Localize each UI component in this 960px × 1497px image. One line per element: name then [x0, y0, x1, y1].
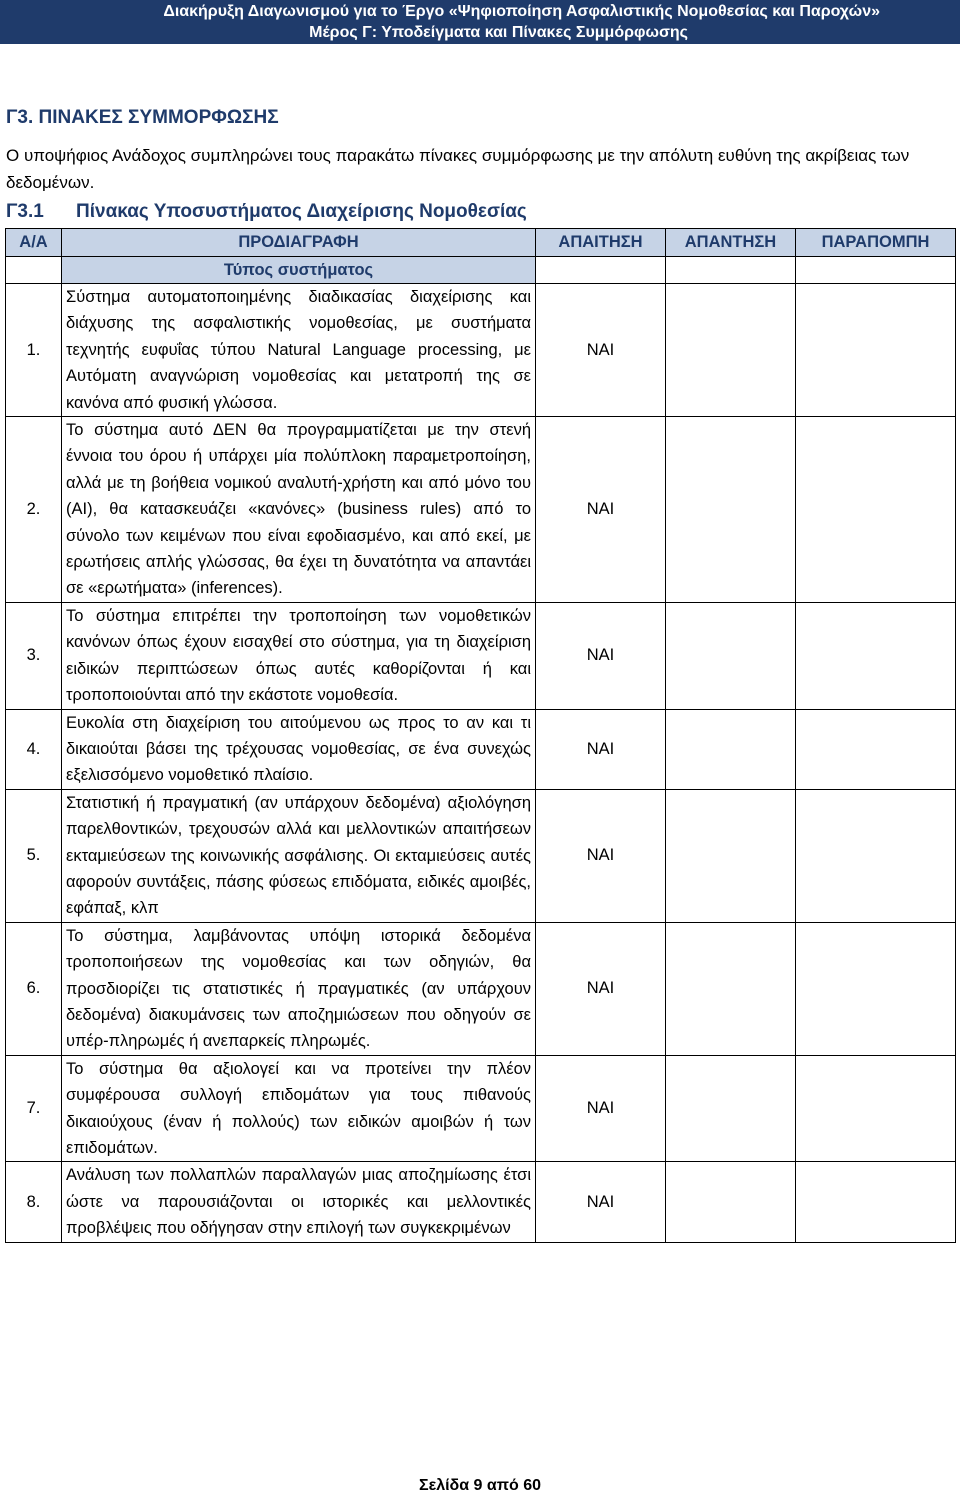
- row-answer-cell[interactable]: [666, 417, 796, 603]
- row-description: Το σύστημα θα αξιολογεί και να προτείνει την πλέον συμφέρουσα συλλογή επιδομάτων για τους πιθανούς δικαιούχους (έναν ή πολλούς) των ειδικών αμοιβών ή των επιδομάτων.: [62, 1055, 536, 1162]
- row-description: Το σύστημα, λαμβάνοντας υπόψη ιστορικά δεδομένα τροποποιήσεων της νομοθεσίας και των οδηγιών, θα προσδιορίζει τις στατιστικές ή πραγματικές (αν υπάρχουν δεδομένα) διακυμάνσεις των αποζημιώσεων που οδηγούν σε υπέρ-πληρωμές ή ανεπαρκείς πληρωμές.: [62, 922, 536, 1055]
- row-answer-cell[interactable]: [666, 1055, 796, 1162]
- row-requirement: ΝΑΙ: [536, 922, 666, 1055]
- header-reference: ΠΑΡΑΠΟΜΠΗ: [796, 229, 956, 257]
- row-requirement: ΝΑΙ: [536, 1162, 666, 1242]
- compliance-table: [5, 228, 956, 1243]
- row-reference-cell[interactable]: [796, 789, 956, 922]
- header-description: ΠΡΟΔΙΑΓΡΑΦΗ: [62, 229, 536, 257]
- row-answer-cell[interactable]: [666, 709, 796, 789]
- header-requirement: ΑΠΑΙΤΗΣΗ: [536, 229, 666, 257]
- row-answer-cell[interactable]: [666, 284, 796, 417]
- row-number: 3.: [6, 602, 62, 709]
- row-reference-cell[interactable]: [796, 602, 956, 709]
- row-description: Στατιστική ή πραγματική (αν υπάρχουν δεδομένα) αξιολόγηση παρελθοντικών, τρεχουσών αλλά και μελλοντικών απαιτήσεων εκταμιεύσεων της κοινωνικής ασφάλισης. Οι εκταμιεύσεις αυτές αφορούν συντάξεις, πάσης φύσεως επιδόματα, ειδικές αμοιβές, εφάπαξ, κλπ: [62, 789, 536, 922]
- table-row: [6, 602, 956, 709]
- row-answer-cell[interactable]: [666, 602, 796, 709]
- row-description: Το σύστημα αυτό ΔΕΝ θα προγραμματίζεται με την στενή έννοια του όρου ή υπάρχει μία πολύπλοκη παραμετροποίηση, αλλά με τη βοήθεια νομικού αναλυτή-χρήστη και από μόνο του (AI), θα κατασκευάζει «κανόνες» (business rules) από το σύνολο των κειμένων που είναι εφοδιασμένο, και από εκεί, με ερωτήσεις απλής γλώσσας, θα έχει τη δυνατότητα να απαντάει σε «ερωτήματα» (inferences).: [62, 417, 536, 603]
- table-body: [6, 257, 956, 1243]
- header-aa: Α/Α: [6, 229, 62, 257]
- row-answer-cell[interactable]: [666, 789, 796, 922]
- row-requirement: ΝΑΙ: [536, 602, 666, 709]
- group-row: [6, 257, 956, 284]
- row-reference-cell[interactable]: [796, 417, 956, 603]
- group-empty-cell: [6, 257, 62, 284]
- row-requirement: ΝΑΙ: [536, 789, 666, 922]
- table-row: [6, 284, 956, 417]
- header-answer: ΑΠΑΝΤΗΣΗ: [666, 229, 796, 257]
- row-number: 5.: [6, 789, 62, 922]
- row-description: Ανάλυση των πολλαπλών παραλλαγών μιας αποζημίωσης έτσι ώστε να παρουσιάζονται οι ιστορικές και μελλοντικές προβλέψεις που οδήγησαν στην επιλογή των συγκεκριμένων: [62, 1162, 536, 1242]
- table-row: [6, 1055, 956, 1162]
- row-description: Ευκολία στη διαχείριση του αιτούμενου ως προς το αν και τι δικαιούται βάσει της τρέχουσας νομοθεσίας, σε ένα συνεχώς εξελισσόμενο νομοθετικό πλαίσιο.: [62, 709, 536, 789]
- row-description: Το σύστημα επιτρέπει την τροποποίηση των νομοθετικών κανόνων όπως έχουν εισαχθεί στο σύστημα, για τη διαχείριση ειδικών περιπτώσεων όπως αυτές καθορίζονται ή και τροποποιούνται από την εκάστοτε νομοθεσία.: [62, 602, 536, 709]
- row-reference-cell[interactable]: [796, 1162, 956, 1242]
- row-description: Σύστημα αυτοματοποιημένης διαδικασίας διαχείρισης και διάχυσης της ασφαλιστικής νομοθεσίας, με συστήματα τεχνητής ευφυΐας τύπου Natural Language processing, με Αυτόματη αναγνώριση νομοθεσίας και μετατροπή της σε κανόνα από φυσική γλώσσα.: [62, 284, 536, 417]
- row-reference-cell[interactable]: [796, 922, 956, 1055]
- row-answer-cell[interactable]: [666, 1162, 796, 1242]
- group-label: Τύπος συστήματος: [62, 257, 536, 284]
- group-empty-cell: [666, 257, 796, 284]
- row-number: 1.: [6, 284, 62, 417]
- row-requirement: ΝΑΙ: [536, 709, 666, 789]
- row-number: 4.: [6, 709, 62, 789]
- row-reference-cell[interactable]: [796, 709, 956, 789]
- table-row: [6, 789, 956, 922]
- row-requirement: ΝΑΙ: [536, 1055, 666, 1162]
- row-number: 7.: [6, 1055, 62, 1162]
- subsection-title: [6, 201, 527, 223]
- table-row: [6, 1162, 956, 1242]
- subsection-number: Γ3.1: [6, 201, 44, 222]
- page-number: Σελίδα 9 από 60: [419, 1477, 541, 1494]
- row-reference-cell[interactable]: [796, 1055, 956, 1162]
- section-intro: Ο υποψήφιος Ανάδοχος συμπληρώνει τους παρακάτω πίνακες συμμόρφωσης με την απόλυτη ευθύνη της ακρίβειας των δεδομένων.: [6, 146, 910, 192]
- group-empty-cell: [796, 257, 956, 284]
- subsection-name: Πίνακας Υποσυστήματος Διαχείρισης Νομοθεσίας: [76, 201, 527, 222]
- row-requirement: ΝΑΙ: [536, 417, 666, 603]
- table-row: [6, 417, 956, 603]
- row-number: 8.: [6, 1162, 62, 1242]
- group-empty-cell: [536, 257, 666, 284]
- row-reference-cell[interactable]: [796, 284, 956, 417]
- row-number: 6.: [6, 922, 62, 1055]
- row-answer-cell[interactable]: [666, 922, 796, 1055]
- section-title: Γ3. ΠΙΝΑΚΕΣ ΣΥΜΜΟΡΦΩΣΗΣ: [6, 107, 279, 128]
- header-title: Διακήρυξη Διαγωνισμού για το Έργο «Ψηφιοποίηση Ασφαλιστικής Νομοθεσίας και Παροχών»: [163, 3, 880, 20]
- row-requirement: ΝΑΙ: [536, 284, 666, 417]
- header-subtitle: Μέρος Γ: Υποδείγματα και Πίνακες Συμμόρφωσης: [309, 24, 688, 41]
- table-row: [6, 922, 956, 1055]
- table-row: [6, 709, 956, 789]
- table-header-row: [6, 229, 956, 257]
- row-number: 2.: [6, 417, 62, 603]
- document-header: [0, 0, 960, 44]
